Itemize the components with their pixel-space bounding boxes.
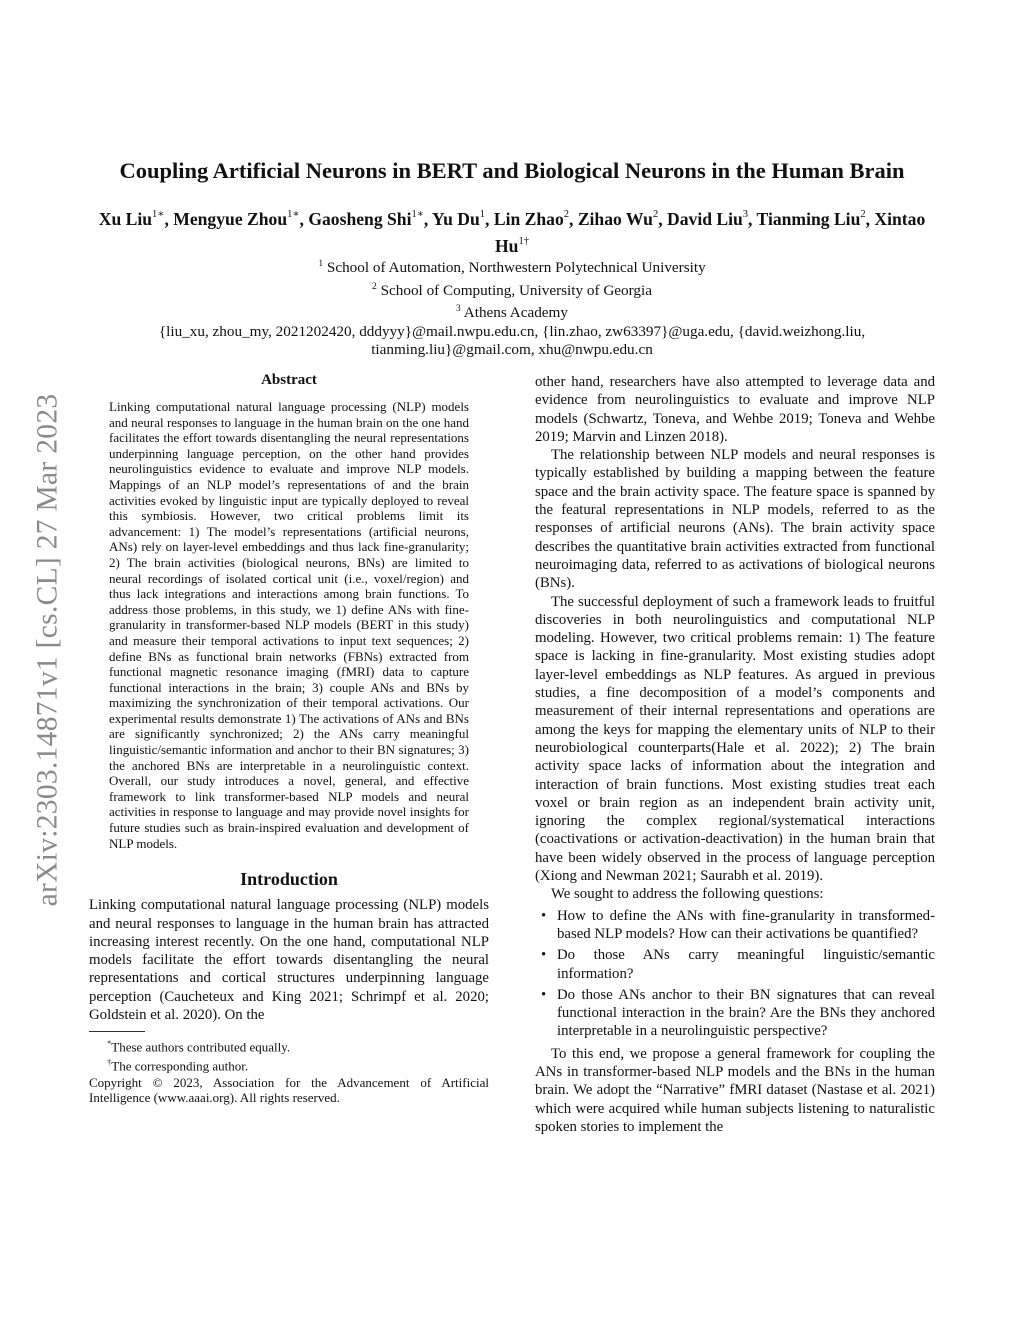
author: David Liu$^3$ bbox=[667, 208, 749, 229]
arxiv-stamp bbox=[28, 350, 68, 950]
body-paragraph: To this end, we propose a general framework for coupling the ANs in transformer-based NLP models and the BNs in the human brain. We adopt the “Narrative” fMRI dataset (Nastase et al. 2021) which were acquired while human subjects listening to naturalistic spoken stories to implement the bbox=[535, 1045, 935, 1135]
bullet: • bbox=[541, 947, 547, 964]
author: Xu Liu$^{1∗}$ bbox=[98, 208, 165, 229]
abstract-heading: Abstract bbox=[261, 372, 317, 388]
right-column bbox=[535, 373, 935, 1136]
affiliation: $^1$ School of Automation, Northwestern Polytechnical University bbox=[318, 259, 706, 277]
paper-title: Coupling Artificial Neurons in BERT and Biological Neurons in the Human Brain bbox=[119, 158, 905, 183]
footnote: *These authors contributed equally. bbox=[107, 1038, 291, 1055]
bullet: • bbox=[541, 986, 547, 1003]
list-item: • How to define the ANs with fine-granularity in transformed-based NLP models? How can their activations be quantified? bbox=[541, 907, 935, 942]
footnote: †The corresponding author. bbox=[107, 1057, 249, 1074]
email-line: tianming.liu}@gmail.com, xhu@nwpu.edu.cn bbox=[371, 341, 653, 359]
question-list bbox=[535, 907, 935, 1041]
author: Yu Du$^1$ bbox=[432, 208, 486, 229]
author: Tianming Liu$^2$ bbox=[756, 208, 866, 229]
abstract-text: Linking computational natural language processing (NLP) models and neural responses to language in the human brain on the one hand facilitates the effort towards disentangling the neural representations underpinning language perception, on the other hand provides neurolinguistics evidence to evaluate and improve NLP models. Mappings of an NLP model’s representations of and the brain activities evoked by linguistic input are typically deployed to reveal this symbiosis. However, two critical problems limit its advancement: 1) The model’s representations (artificial neurons, ANs) rely on layer-level embeddings and thus lack fine-granularity; 2) The brain activities (biological neurons, BNs) are limited to neural recordings of isolated cortical unit (i.e., voxel/region) and thus lack integrations and interactions among brain functions. To address those problems, in this study, we 1) define ANs with fine-granularity in transformer-based NLP models (BERT in this study) and measure their temporal activations to input text sequences; 2) define BNs as functional brain networks (FBNs) extracted from functional magnetic resonance imaging (fMRI) data to capture functional interactions in the brain; 3) couple ANs and BNs by maximizing the synchronization of their temporal activations. Our experimental results demonstrate 1) The activations of ANs and BNs are significantly synchronized; 2) the ANs carry meaningful linguistic/semantic information and anchor to their BN signatures; 3) the anchored BNs are interpretable in a neurolinguistic context. Overall, our study introduces a novel, general, and effective framework to link transformer-based NLP models and neural activities in response to language and may provide novel insights for future studies such as brain-inspired evaluation and development of NLP models. bbox=[109, 399, 469, 851]
affiliations bbox=[80, 255, 944, 360]
author: Zihao Wu$^2$ bbox=[577, 208, 659, 229]
body-paragraph: We sought to address the following questions: bbox=[551, 886, 824, 903]
author: Lin Zhao$^2$ bbox=[493, 208, 570, 229]
author: Gaosheng Shi$^{1∗}$ bbox=[308, 208, 424, 229]
affiliation: $^2$ School of Computing, University of Georgia bbox=[372, 281, 652, 299]
introduction-heading: Introduction bbox=[240, 869, 338, 890]
list-item: • Do those ANs anchor to their BN signatures that can reveal functional interaction in the brain? Are the BNs they anchored interpretable in a neurolinguistic perspective? bbox=[541, 986, 935, 1040]
author: Xintao $Hu^{1\dagger}$ bbox=[495, 208, 926, 256]
body-paragraph: The relationship between NLP models and neural responses is typically established by building a mapping between the feature space and the brain activity space. The feature space is spanned by the featural representations in NLP models, referred to as the responses of artificial neurons (ANs). The brain activity space describes the quantitative brain activities extracted from functional neuroimaging data, referred to as activations of biological neurons (BNs). bbox=[535, 447, 935, 592]
list-item: • Do those ANs carry meaningful linguistic/semantic information? bbox=[541, 947, 935, 982]
copyright-notice: Copyright © 2023, Association for the Advancement of Artificial Intelligence (www.aaai.org). All rights reserved. bbox=[89, 1074, 489, 1106]
introduction-paragraph: Linking computational natural language processing (NLP) models and neural responses to language in the human brain has attracted increasing interest recently. On the one hand, computational NLP models facilitate the effort towards disentangling the neural representations and cortical structures underpinning language perception (Caucheteux and King 2021; Schrimpf et al. 2020; Goldstein et al. 2020). On the bbox=[89, 897, 489, 1023]
footnotes bbox=[89, 1036, 489, 1074]
body-paragraph: The successful deployment of such a framework leads to fruitful discoveries in both neurolinguistics and computational NLP modeling. However, two critical problems remain: 1) The feature space is lacking in fine-granularity. Most existing studies adopt layer-level embeddings as NLP features. As argued in previous studies, a fine decomposition of a model’s components and measurement of their internal representations and operations are among the keys for mapping the elementary units of NLP to their neurobiological counterparts(Hale et al. 2022); 2) The brain activity space lacks of information about the integration and interaction of brain functions. Most existing studies treat each voxel or brain region as an independent brain activity unit, ignoring the complex regional/systematical interactions (coactivations or activation-deactivation) in the human brain that have been widely observed in the process of language perception (Xiong and Newman 2021; Saurabh et al. 2019). bbox=[535, 593, 935, 885]
email-line: {liu_xu, zhou_my, 2021202420, dddyyy}@mail.nwpu.edu.cn, {lin.zhao, zw63397}@uga.edu, {david.weizhong.liu, bbox=[158, 322, 866, 340]
arxiv-id: arXiv:2303.14871v1 [cs.CL] 27 Mar 2023 bbox=[31, 393, 64, 907]
body-paragraph: other hand, researchers have also attempted to leverage data and evidence from neurolinguistics to evaluate and improve NLP models (Schwartz, Toneva, and Wehbe 2019; Toneva and Wehbe 2019; Marvin and Linzen 2018). bbox=[535, 374, 935, 445]
author: Mengyue Zhou$^{1∗}$ bbox=[173, 208, 300, 229]
affiliation: $^3$ Athens Academy bbox=[456, 304, 568, 322]
left-column bbox=[89, 372, 489, 1106]
bullet: • bbox=[541, 907, 547, 924]
author-list: Xu Liu$^{1∗}$, Mengyue Zhou$^{1∗}$, Gaosheng Shi$^{1∗}$, Yu Du$^1$, Lin Zhao$^2$, Zihao Wu$^2$, David Liu$^3$, Tianming Liu$^2$, Xintao $Hu^{1\dagger}$ bbox=[98, 208, 926, 256]
footnote-rule bbox=[89, 1031, 145, 1032]
